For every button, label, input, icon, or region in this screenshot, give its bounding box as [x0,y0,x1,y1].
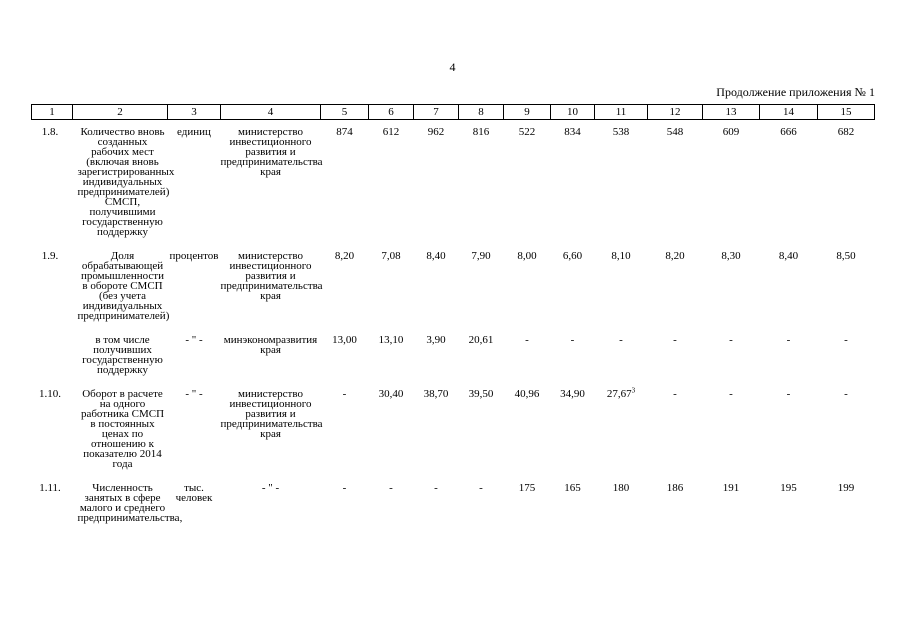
column-header: 15 [818,105,875,120]
value-text: 834 [564,126,581,138]
value-cell [760,237,818,321]
column-header: 5 [321,105,369,120]
column-header: 14 [760,105,818,120]
responsible-body: - " - [261,482,280,494]
appendix-continuation: Продолжение приложения № 1 [716,85,875,99]
value-text: 8,10 [611,250,631,262]
row-number: 1.10. [39,388,61,400]
value-cell [703,237,760,321]
value-cell [504,237,551,321]
value-cell [703,469,760,523]
value-cell [414,321,459,375]
value-cell [818,321,875,375]
value-text: - [673,388,677,400]
value-cell [459,321,504,375]
row-number: 1.8. [41,126,59,138]
indicator-name: в том числе получивших государственную поддержку [82,334,163,376]
value-text: 612 [382,126,400,138]
value-text: 666 [780,126,797,138]
value-text: 8,40 [426,250,446,262]
value-text: 165 [564,482,581,494]
column-header: 12 [648,105,703,120]
value-cell [595,120,648,238]
value-text: 962 [427,126,445,138]
value-text: 816 [472,126,490,138]
value-cell [648,469,703,523]
value-cell [321,375,369,469]
value-cell [595,469,648,523]
table-row [32,321,875,375]
column-header: 2 [73,105,168,120]
responsible-body: министерство инвестиционного развития и предпринимательства края [220,388,323,440]
value-text: 8,20 [334,250,355,262]
value-cell [504,469,551,523]
value-cell [369,321,414,375]
value-cell [648,237,703,321]
value-cell [818,120,875,238]
value-text: 538 [612,126,630,138]
value-text: 3,90 [426,334,446,346]
row-number: 1.9. [41,250,59,262]
column-header: 11 [595,105,648,120]
value-cell [459,237,504,321]
value-text: 39,50 [468,388,494,400]
value-cell [459,120,504,238]
value-cell [459,375,504,469]
value-cell [321,120,369,238]
value-text: 6,60 [562,250,583,262]
value-text: 38,70 [423,388,449,400]
value-cell [414,120,459,238]
value-text: 191 [722,482,740,494]
value-cell [703,375,760,469]
value-text: - [479,482,483,494]
value-text: - [525,334,529,346]
responsible-body: министерство инвестиционного развития и предпринимательства края [220,126,323,178]
unit-of-measure: единиц [177,126,211,138]
value-cell [504,321,551,375]
value-text: - [342,482,347,494]
unit-of-measure: тыс. человек [175,482,213,504]
value-text: 186 [666,482,684,494]
page-number: 4 [449,60,456,74]
value-text: 13,10 [378,334,404,346]
value-cell [459,469,504,523]
indicators-table [31,104,875,523]
value-cell [760,375,818,469]
value-text: - [389,482,393,494]
column-header: 10 [551,105,595,120]
footnote-mark: 3 [631,386,636,395]
value-cell [414,469,459,523]
column-header: 7 [414,105,459,120]
value-text: 609 [722,126,740,138]
value-cell [595,321,648,375]
value-text: 8,20 [665,250,685,262]
value-text: 7,90 [471,250,491,262]
value-text: - [786,388,791,400]
value-cell [703,120,760,238]
value-text: 548 [666,126,684,138]
table-header-row [32,105,875,120]
value-cell [760,120,818,238]
value-cell [504,120,551,238]
value-cell [321,469,369,523]
value-text: 199 [837,482,855,494]
value-cell [818,469,875,523]
unit-of-measure: - " - [185,334,203,346]
value-text: 682 [837,126,855,138]
unit-of-measure: процентов [169,250,219,262]
value-cell [504,375,551,469]
table-row [32,237,875,321]
column-header: 8 [459,105,504,120]
value-text: - [729,334,733,346]
value-cell [818,375,875,469]
value-cell [648,321,703,375]
value-cell [369,375,414,469]
value-cell [595,237,648,321]
row-number: 1.11. [39,482,61,494]
value-text: 175 [518,482,536,494]
value-cell [414,237,459,321]
indicator-name: Количество вновь созданных рабочих мест (включая вновь зарегистрированных индивидуальных предпринимателей) СМСП, получившими государственную поддержку [77,126,175,238]
indicator-name: Доля обрабатывающей промышленности в обороте СМСП (без учета индивидуальных предпринимателей) [77,250,170,322]
column-header: 6 [369,105,414,120]
value-text: 20,61 [468,334,494,346]
value-cell [369,237,414,321]
value-text: 27,67 [606,388,632,400]
value-cell [760,469,818,523]
value-cell [321,321,369,375]
value-text: 34,90 [560,388,585,400]
value-text: 522 [518,126,536,138]
value-cell [648,375,703,469]
value-cell [414,375,459,469]
value-text: - [844,388,848,400]
table-row [32,469,875,523]
column-header: 3 [168,105,221,120]
value-text: 13,00 [332,334,357,346]
value-text: 8,50 [836,250,856,262]
column-header: 9 [504,105,551,120]
value-cell [369,120,414,238]
table-row [32,375,875,469]
value-text: - [342,388,347,400]
responsible-body: министерство инвестиционного развития и предпринимательства края [220,250,323,302]
value-text: - [619,334,623,346]
indicator-name: Численность занятых в сфере малого и среднего предпринимательства, [77,482,183,524]
value-text: - [434,482,438,494]
value-text: 8,00 [517,250,537,262]
value-text: 180 [612,482,630,494]
value-text: 30,40 [378,388,404,400]
column-header: 1 [32,105,73,120]
value-text: 7,08 [381,250,401,262]
value-cell [818,237,875,321]
column-header: 13 [703,105,760,120]
value-text: 874 [336,126,353,138]
value-text: 8,40 [778,250,799,262]
value-text: 40,96 [514,388,540,400]
value-text: - [673,334,677,346]
table-row [32,120,875,238]
column-header: 4 [221,105,321,120]
value-text: - [729,388,733,400]
value-cell [595,375,648,469]
value-text: - [786,334,791,346]
row-number [32,321,73,375]
value-cell [760,321,818,375]
value-cell [551,321,595,375]
value-cell [321,237,369,321]
value-cell [703,321,760,375]
value-text: 8,30 [721,250,741,262]
value-cell [551,237,595,321]
value-text: - [844,334,848,346]
value-text: 195 [780,482,797,494]
value-cell [369,469,414,523]
value-cell [551,375,595,469]
responsible-body: минэкономразвития края [223,334,318,356]
value-cell [551,469,595,523]
indicator-name: Оборот в расчете на одного работника СМСП в постоянных ценах по отношению к показателю 2014 года [80,388,165,470]
value-cell [648,120,703,238]
value-text: - [570,334,575,346]
unit-of-measure: - " - [185,388,203,400]
value-cell [551,120,595,238]
